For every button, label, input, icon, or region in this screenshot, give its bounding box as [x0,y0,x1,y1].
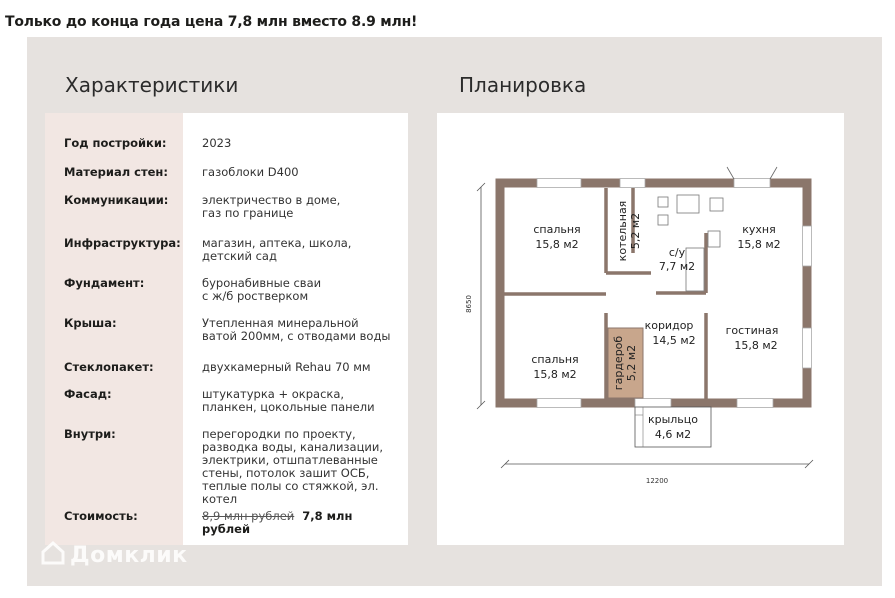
row-value: двухкамерный Rehau 70 мм [202,360,371,374]
room-bathroom-name: с/у [668,246,686,259]
row-value: магазин, аптека, школа, детский сад [202,236,352,263]
room-corridor-area: 14,5 м2 [652,334,696,347]
room-bedroom-1-area: 15,8 м2 [535,238,579,251]
room-wardrobe-name: гардероб [612,335,625,391]
room-corridor-name: коридор [644,319,694,332]
dimension-height: 8650 [465,295,473,313]
room-bedroom-2-name: спальня [531,353,579,366]
row-value: буронабивные сваи с ж/б ростверком [202,276,322,303]
promo-banner: Только до конца года цена 7,8 млн вместо 8.9 млн! [5,14,418,30]
floor-plan-card [437,113,844,545]
room-boiler-area: 5,2 м2 [629,212,642,250]
row-value: электричество в доме, газ по границе [202,193,341,220]
floor-plan-title: Планировка [459,73,587,97]
row-label: Материал стен: [64,165,168,179]
room-living-name: гостиная [725,324,779,337]
room-porch-area: 4,6 м2 [654,428,692,441]
room-kitchen-area: 15,8 м2 [737,238,781,251]
row-label: Фундамент: [64,276,145,290]
row-label: Стеклопакет: [64,360,154,374]
row-value: перегородки по проекту, разводка воды, канализации, электрики, отшпатлеванные стены, потолок зашит ОСБ, теплые полы со стяжкой, эл. котел [202,427,384,506]
room-living-area: 15,8 м2 [734,339,778,352]
row-label: Фасад: [64,387,112,401]
row-value: штукатурка + окраска, планкен, цокольные панели [202,387,375,414]
row-value: газоблоки D400 [202,165,299,179]
row-label: Стоимость: [64,509,138,523]
room-bedroom-2-area: 15,8 м2 [533,368,577,381]
row-label: Инфраструктура: [64,236,181,250]
new-price: 7,8 млн рублей [202,509,353,536]
watermark-text: Домклик [70,543,188,568]
row-value: 2023 [202,136,232,150]
room-bathroom-area: 7,7 м2 [658,260,696,273]
characteristics-title: Характеристики [65,73,239,97]
floor-plan-drawing [437,113,844,545]
room-boiler-name: котельная [616,200,629,262]
row-label: Крыша: [64,316,117,330]
room-kitchen-name: кухня [742,223,776,236]
watermark [40,540,188,572]
room-bedroom-1-name: спальня [533,223,581,236]
room-porch-name: крыльцо [647,413,699,426]
old-price: 8,9 млн рублей [202,509,295,523]
row-label: Коммуникации: [64,193,169,207]
characteristics-table [45,113,408,545]
listing-panel [27,37,882,586]
dimension-width: 12200 [645,477,669,485]
row-label: Внутри: [64,427,116,441]
row-label: Год постройки: [64,136,167,150]
room-wardrobe-area: 5,2 м2 [625,344,638,382]
house-logo-icon [40,540,66,572]
price-value [202,510,402,536]
row-value: Утепленная минеральной ватой 200мм, с отводами воды [202,316,391,343]
